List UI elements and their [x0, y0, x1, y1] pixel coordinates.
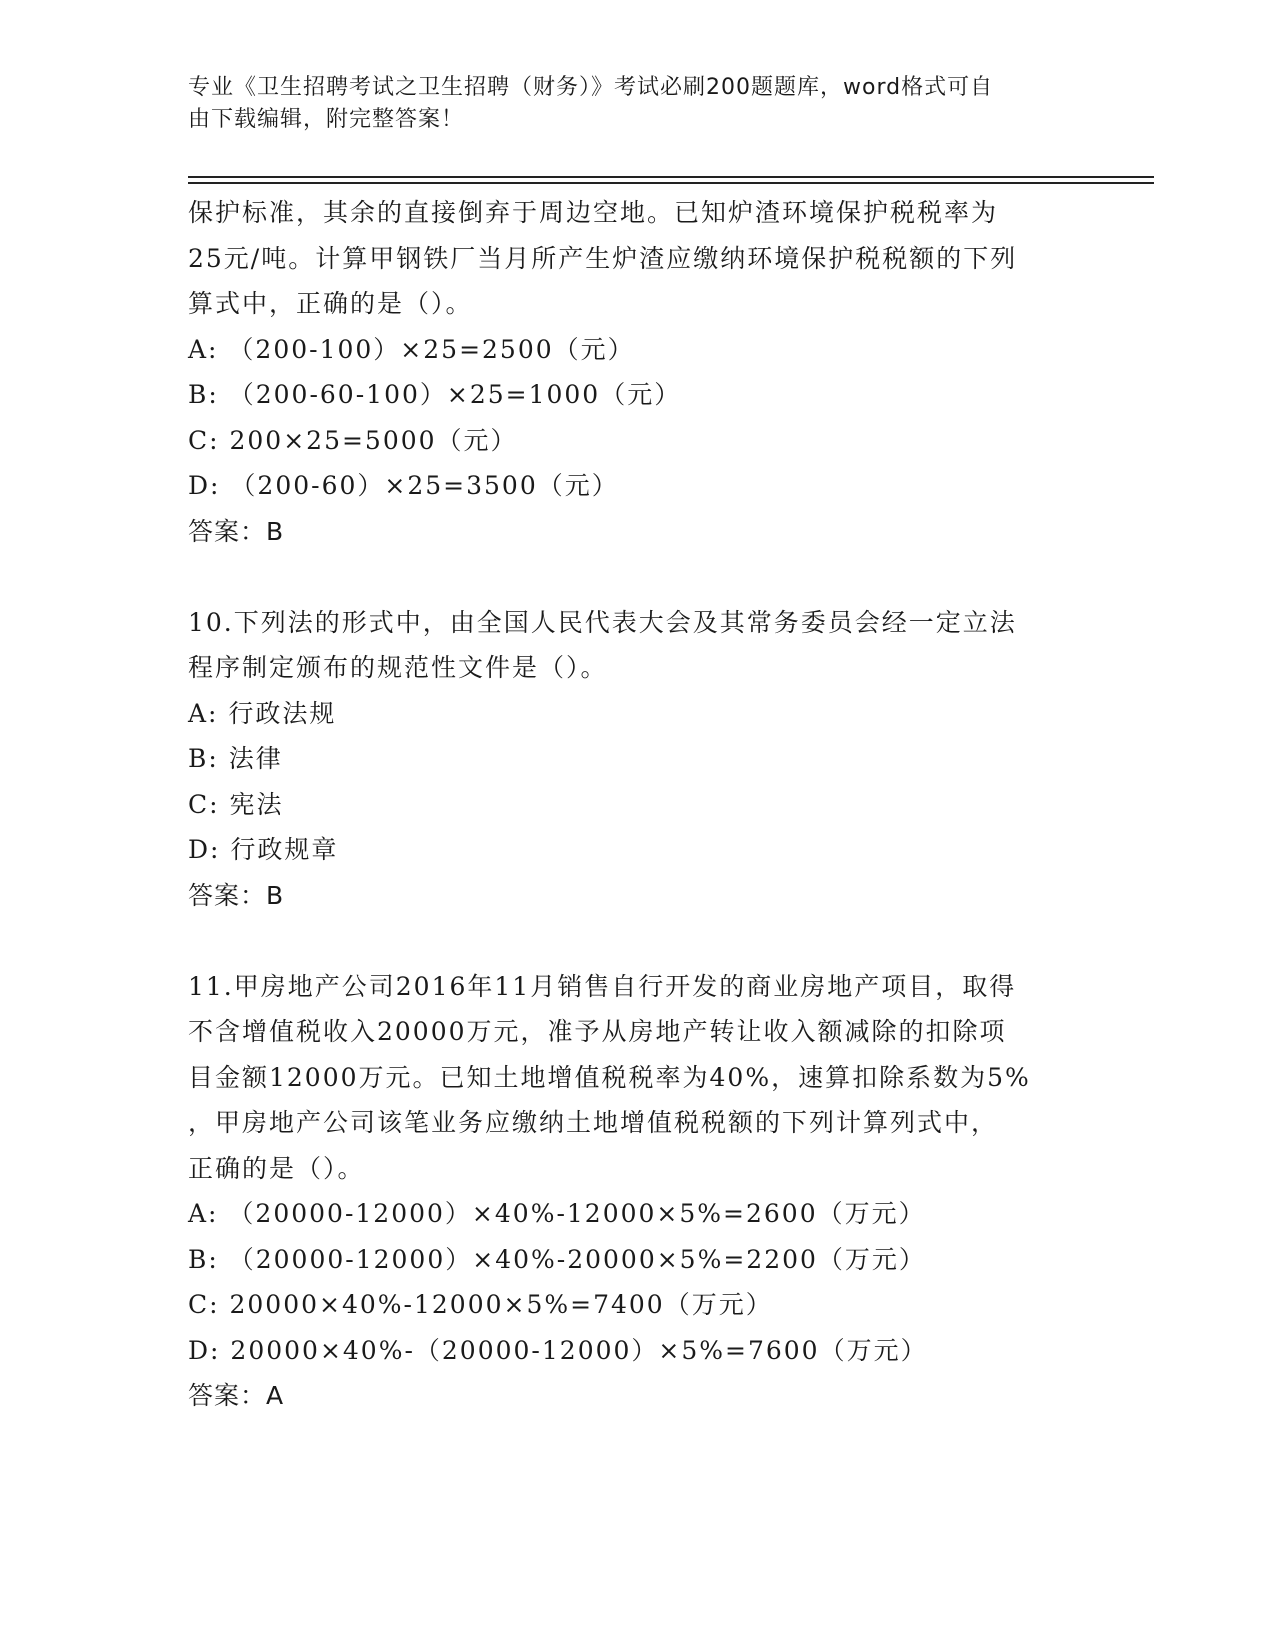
- option-c: C: 宪法: [188, 789, 284, 819]
- question-text-line: 10.下列法的形式中，由全国人民代表大会及其常务委员会经一定立法: [188, 607, 1017, 637]
- option-d: D: 20000×40%-（20000-12000）×5%=7600（万元）: [188, 1335, 928, 1365]
- question-10: [188, 600, 1088, 919]
- question-text-line: 保护标准，其余的直接倒弃于周边空地。已知炉渣环境保护税税率为: [188, 198, 999, 227]
- option-d: D: 行政规章: [188, 835, 339, 864]
- question-text-line: 不含增值税收入20000万元，准予从房地产转让收入额减除的扣除项: [188, 1017, 1007, 1046]
- document-body: [188, 190, 1088, 1419]
- option-d: D: （200-60）×25=3500（元）: [188, 471, 619, 500]
- header-line-2: 由下载编辑，附完整答案！: [188, 107, 465, 132]
- question-text-line: 目金额12000万元。已知土地增值税税率为40%，速算扣除系数为5%: [188, 1062, 1031, 1092]
- header-line-1: 专业《卫生招聘考试之卫生招聘（财务）》考试必刷200题题库，word格式可自: [188, 75, 994, 100]
- header-rule-bottom: [188, 182, 1154, 184]
- question-text-line: ，甲房地产公司该笔业务应缴纳土地增值税税额的下列计算列式中，: [188, 1108, 999, 1137]
- option-b: B: 法律: [188, 744, 283, 773]
- answer-line: 答案：B: [188, 516, 285, 546]
- option-c: C: 200×25=5000（元）: [188, 425, 518, 455]
- question-text-line: 正确的是（）。: [188, 1153, 365, 1183]
- document-header: [188, 72, 1068, 136]
- header-rule-top: [188, 176, 1154, 178]
- spacer: [188, 554, 1088, 600]
- question-text-line: 算式中，正确的是（）。: [188, 289, 473, 318]
- answer-line: 答案：A: [188, 1381, 285, 1410]
- option-b: B: （20000-12000）×40%-20000×5%=2200（万元）: [188, 1244, 926, 1274]
- option-a: A: （200-100）×25=2500（元）: [188, 334, 635, 364]
- option-a: A: 行政法规: [188, 698, 337, 728]
- option-c: C: 20000×40%-12000×5%=7400（万元）: [188, 1290, 773, 1319]
- option-a: A: （20000-12000）×40%-12000×5%=2600（万元）: [188, 1199, 926, 1228]
- question-text-line: 程序制定颁布的规范性文件是（）。: [188, 653, 608, 682]
- answer-line: 答案：B: [188, 880, 285, 910]
- question-text-line: 11.甲房地产公司2016年11月销售自行开发的商业房地产项目，取得: [188, 971, 1017, 1001]
- question-11: [188, 964, 1088, 1419]
- question-text-line: 25元/吨。计算甲钢铁厂当月所产生炉渣应缴纳环境保护税税额的下列: [188, 243, 1018, 273]
- option-b: B: （200-60-100）×25=1000（元）: [188, 380, 682, 409]
- question-9: [188, 190, 1088, 554]
- spacer: [188, 918, 1088, 964]
